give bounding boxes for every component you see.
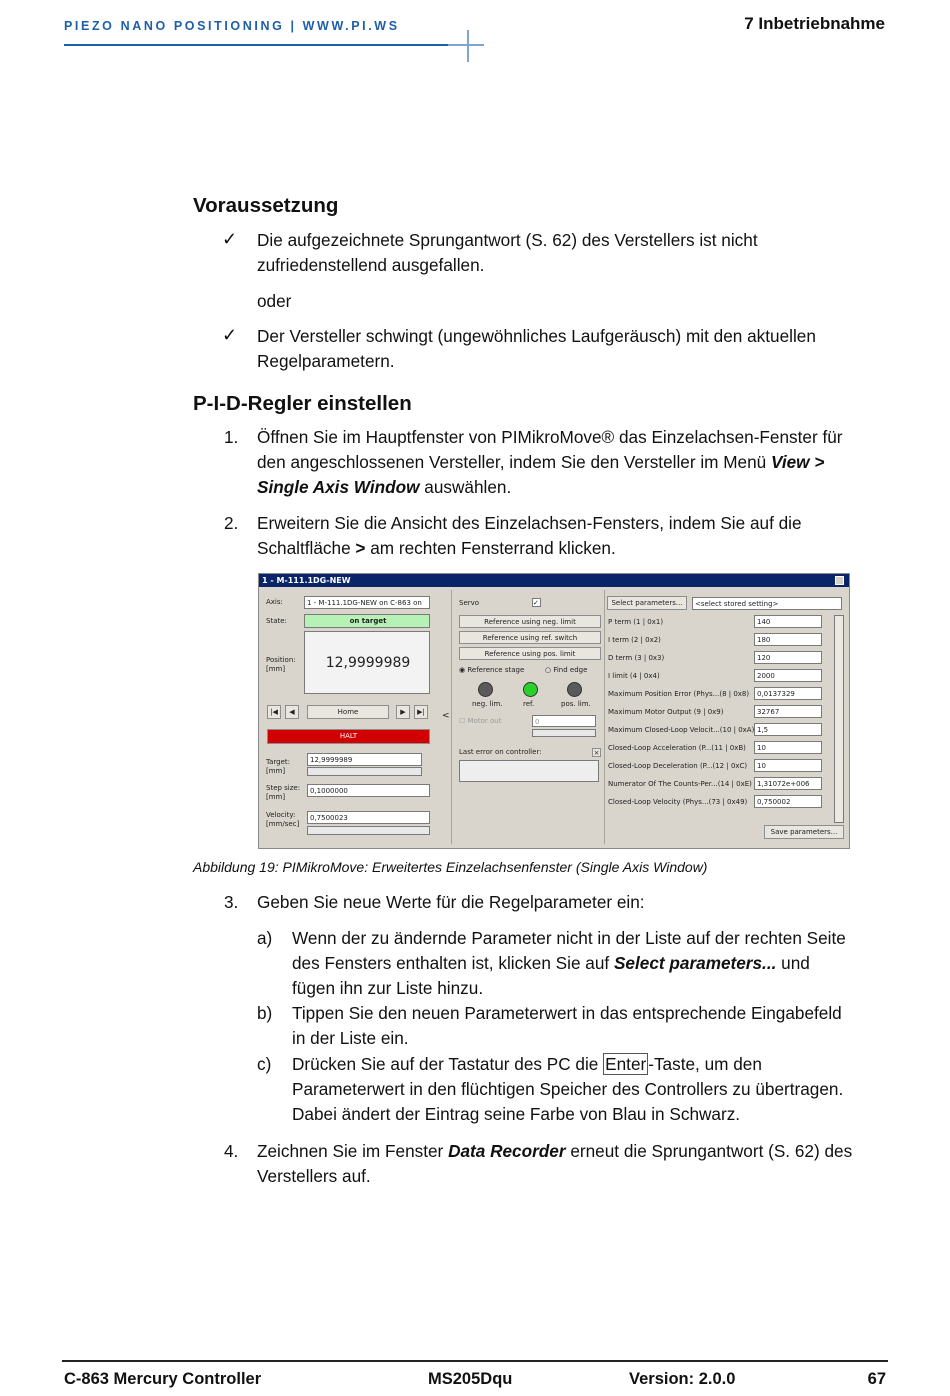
single-axis-window-screenshot	[258, 573, 850, 849]
step-2-line-2	[257, 536, 802, 561]
window-title-bar: 1 - M-111.1DG-NEW	[259, 574, 849, 587]
substep-label: b)	[257, 1003, 273, 1023]
step-1-line-3-text: auswählen.	[419, 477, 512, 497]
go-first-button[interactable]: |◀	[267, 705, 281, 719]
halt-button[interactable]: HALT	[267, 729, 430, 744]
last-error-display	[459, 760, 599, 782]
substep-c-line-3: Dabei ändert der Eintrag seine Farbe von Blau in Schwarz.	[292, 1104, 741, 1124]
parameter-name: I limit (4 | 0x4)	[608, 672, 660, 680]
parameter-value-input[interactable]: 32767	[754, 705, 822, 718]
parameter-name: Closed-Loop Acceleration (P...(11 | 0xB)	[608, 744, 746, 752]
parameter-value-input[interactable]: 0,750002	[754, 795, 822, 808]
motor-out-input[interactable]: 0	[532, 715, 596, 727]
step-4-text	[257, 1139, 852, 1189]
position-unit: [mm]	[266, 665, 286, 673]
parameter-name: P term (1 | 0x1)	[608, 618, 664, 626]
servo-label: Servo	[459, 599, 480, 607]
parameter-name: D term (3 | 0x3)	[608, 654, 665, 662]
step-size-unit: [mm]	[266, 793, 286, 801]
clear-error-icon[interactable]: ×	[593, 749, 600, 757]
collapse-arrow-icon[interactable]: <	[442, 711, 450, 721]
parameter-name: Closed-Loop Velocity (Phys...(73 | 0x49)	[608, 798, 748, 806]
header-rule	[64, 44, 454, 46]
checkmark-icon: ✓	[222, 325, 238, 345]
last-error-label: Last error on controller:	[459, 748, 542, 756]
parameter-value-input[interactable]: 180	[754, 633, 822, 646]
parameter-value-input[interactable]: 10	[754, 741, 822, 754]
step-1-line-2	[257, 450, 843, 475]
step-number: 2.	[224, 513, 239, 533]
step-1-text	[257, 425, 843, 500]
radio-icon: ○	[545, 666, 554, 674]
substep-label: c)	[257, 1054, 272, 1074]
parameter-value-input[interactable]: 1,5	[754, 723, 822, 736]
step-forward-button[interactable]: ▶	[396, 705, 410, 719]
step-4-line-1	[257, 1139, 852, 1164]
footer-rule	[62, 1360, 888, 1362]
substep-b-line-1: Tippen Sie den neuen Parameterwert in das entsprechende Eingabefeld	[292, 1003, 842, 1023]
parameter-name: Closed-Loop Deceleration (P...(12 | 0xC)	[608, 762, 748, 770]
menu-path-view: View >	[771, 452, 825, 472]
velocity-slider[interactable]	[307, 826, 430, 835]
footer-product: C-863 Mercury Controller	[64, 1370, 262, 1388]
reference-neg-limit-button[interactable]: Reference using neg. limit	[459, 615, 601, 628]
step-2-line-1: Erweitern Sie die Ansicht des Einzelachsen-Fensters, indem Sie auf die	[257, 513, 802, 533]
axis-label: Axis:	[266, 598, 283, 606]
pos-limit-led-icon	[567, 682, 582, 697]
motor-out-checkbox[interactable]	[459, 717, 501, 725]
page-number: 67	[867, 1370, 886, 1388]
target-unit: [mm]	[266, 767, 286, 775]
brand-header: PIEZO NANO POSITIONING | WWW.PI.WS	[64, 19, 400, 33]
enter-key: Enter	[605, 1054, 647, 1074]
checkbox-icon: ☐	[459, 717, 468, 725]
state-label: State:	[266, 617, 287, 625]
find-edge-label: Find edge	[553, 666, 588, 674]
radio-selected-icon: ◉	[459, 666, 468, 674]
motor-out-label: Motor out	[467, 717, 502, 725]
parameter-list	[607, 615, 837, 823]
stored-setting-select[interactable]: <select stored setting>	[692, 597, 842, 610]
parameter-value-input[interactable]: 10	[754, 759, 822, 772]
step-4-line-1-post: erneut die Sprungantwort (S. 62) des	[565, 1141, 853, 1161]
data-recorder-reference: Data Recorder	[448, 1141, 566, 1161]
reference-pos-limit-button[interactable]: Reference using pos. limit	[459, 647, 601, 660]
panel-separator	[604, 590, 605, 844]
step-4-line-2: Verstellers auf.	[257, 1166, 371, 1186]
velocity-unit: [mm/sec]	[266, 820, 300, 828]
velocity-label: Velocity:	[266, 811, 296, 819]
axis-select[interactable]: 1 - M-111.1DG-NEW on C-863 on	[304, 596, 430, 609]
figure-caption: Abbildung 19: PIMikroMove: Erweitertes Einzelachsenfenster (Single Axis Window)	[193, 859, 708, 875]
expand-symbol: >	[355, 538, 366, 558]
header-cross-mark-h	[448, 44, 484, 46]
parameter-name: Maximum Position Error (Phys...(8 | 0x8)	[608, 690, 750, 698]
substep-a-line-2-text: des Fensters enthalten ist, klicken Sie auf	[292, 953, 614, 973]
parameter-name: Numerator Of The Counts-Per...(14 | 0xE)	[608, 780, 752, 788]
parameter-value-input[interactable]: 0,0137329	[754, 687, 822, 700]
target-input[interactable]: 12,9999989	[307, 753, 422, 766]
step-number: 4.	[224, 1141, 239, 1161]
substep-a-line-2	[292, 951, 846, 976]
parameter-name: I term (2 | 0x2)	[608, 636, 661, 644]
pos-limit-label: pos. lim.	[561, 700, 591, 708]
parameter-list-scrollbar[interactable]	[834, 615, 844, 823]
substep-c-line-1	[292, 1052, 843, 1077]
panel-separator	[451, 590, 452, 844]
substep-a-line-3: fügen ihn zur Liste hinzu.	[292, 978, 484, 998]
target-slider[interactable]	[307, 767, 422, 776]
velocity-input[interactable]: 0,7500023	[307, 811, 430, 824]
parameter-value-input[interactable]: 2000	[754, 669, 822, 682]
checkmark-icon: ✓	[222, 229, 238, 249]
reference-stage-radio[interactable]	[459, 666, 524, 674]
parameter-name: Maximum Motor Output (9 | 0x9)	[608, 708, 724, 716]
menu-path-single-axis: Single Axis Window	[257, 477, 420, 497]
substep-a-line-1: Wenn der zu ändernde Parameter nicht in der Liste auf der rechten Seite	[292, 928, 846, 948]
substep-b-text	[292, 1001, 842, 1051]
step-2-line-2-text: Schaltfläche	[257, 538, 356, 558]
substep-a-text	[292, 926, 846, 1001]
step-size-label: Step size:	[266, 784, 301, 792]
step-1-line-2-text: den angeschlossenen Versteller, indem Sie den Versteller im Menü	[257, 452, 772, 472]
prerequisite-1	[257, 228, 758, 278]
step-number: 3.	[224, 892, 239, 912]
step-number: 1.	[224, 427, 239, 447]
position-label: Position:	[266, 656, 296, 664]
neg-limit-label: neg. lim.	[472, 700, 503, 708]
prerequisite-2	[257, 324, 816, 374]
substep-c-text	[292, 1052, 843, 1127]
section-heading-pid: P-I-D-Regler einstellen	[193, 392, 412, 415]
select-parameters-reference: Select parameters...	[613, 953, 777, 973]
substep-b-line-2: in der Liste ein.	[292, 1028, 409, 1048]
servo-checkbox[interactable]: ✓	[532, 598, 541, 607]
substep-c-line-1-post: -Taste, um den	[648, 1054, 762, 1074]
home-button[interactable]: Home	[307, 705, 389, 719]
step-back-button[interactable]: ◀	[285, 705, 299, 719]
substep-c-line-1-text: Drücken Sie auf der Tastatur des PC die	[292, 1054, 604, 1074]
prerequisite-1-line-2: zufriedenstellend ausgefallen.	[257, 255, 485, 275]
close-icon[interactable]	[835, 576, 844, 585]
substep-label: a)	[257, 928, 273, 948]
parameter-name: Maximum Closed-Loop Velocit...(10 | 0xA)	[608, 726, 755, 734]
prerequisite-1-line-1: Die aufgezeichnete Sprungantwort (S. 62) des Verstellers ist nicht	[257, 230, 758, 250]
state-indicator: on target	[304, 614, 430, 628]
save-parameters-button[interactable]: Save parameters...	[764, 825, 844, 839]
position-display: 12,9999989	[304, 631, 430, 694]
footer-version: Version: 2.0.0	[629, 1370, 736, 1388]
step-1-line-1: Öffnen Sie im Hauptfenster von PIMikroMove® das Einzelachsen-Fenster für	[257, 427, 843, 447]
substep-a-line-2-post: und	[776, 953, 810, 973]
step-3-text: Geben Sie neue Werte für die Regelparameter ein:	[257, 892, 645, 912]
section-heading-voraussetzung: Voraussetzung	[193, 194, 339, 217]
neg-limit-led-icon	[478, 682, 493, 697]
parameter-value-input[interactable]: 140	[754, 615, 822, 628]
footer-doc-id: MS205Dqu	[428, 1370, 513, 1388]
step-4-line-1-text: Zeichnen Sie im Fenster	[257, 1141, 449, 1161]
reference-ref-switch-button[interactable]: Reference using ref. switch	[459, 631, 601, 644]
reference-stage-label: Reference stage	[467, 666, 525, 674]
target-label: Target:	[266, 758, 291, 766]
step-1-line-3	[257, 475, 843, 500]
header-cross-mark	[467, 30, 469, 62]
ref-led-icon	[523, 682, 538, 697]
parameter-value-input[interactable]: 1,31072e+006	[754, 777, 822, 790]
chapter-title: 7 Inbetriebnahme	[744, 14, 885, 33]
select-parameters-button[interactable]: Select parameters...	[607, 596, 687, 610]
step-2-text	[257, 511, 802, 561]
find-edge-radio[interactable]	[545, 666, 587, 674]
step-size-input[interactable]: 0,1000000	[307, 784, 430, 797]
parameter-value-input[interactable]: 120	[754, 651, 822, 664]
prerequisite-2-line-2: Regelparametern.	[257, 351, 395, 371]
substep-c-line-2: Parameterwert in den flüchtigen Speicher des Controllers zu übertragen.	[292, 1079, 844, 1099]
prerequisite-2-line-1: Der Versteller schwingt (ungewöhnliches Laufgeräusch) mit den aktuellen	[257, 326, 816, 346]
ref-label: ref.	[523, 700, 535, 708]
step-2-line-2-post: am rechten Fensterrand klicken.	[365, 538, 616, 558]
or-text: oder	[257, 291, 292, 311]
motor-out-slider[interactable]	[532, 729, 596, 737]
go-last-button[interactable]: ▶|	[414, 705, 428, 719]
